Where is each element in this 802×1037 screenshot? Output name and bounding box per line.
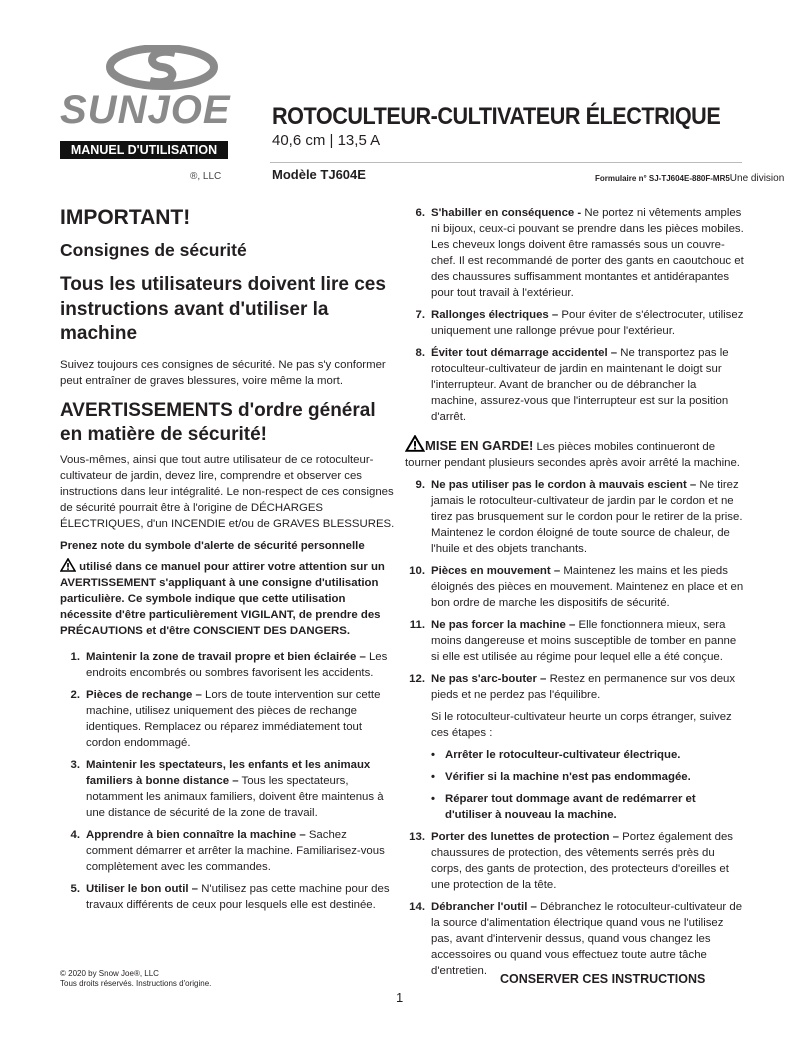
warnings-heading: AVERTISSEMENTS d'ordre général en matière de sécurité! (60, 399, 376, 445)
bullet-text: Arrêter le rotoculteur-cultivateur électrique. (445, 749, 681, 761)
safety-item (405, 205, 745, 301)
safety-item (405, 899, 745, 979)
safety-item (405, 307, 745, 339)
item-body (431, 671, 745, 703)
item-text: N'utilisez pas cette machine pour des travaux différents de ceux pour lesquels elle est destinée. (86, 882, 390, 911)
item-body (431, 617, 745, 665)
safety-item (60, 687, 395, 751)
foreign-object-text: Si le rotoculteur-cultivateur heurte un corps étranger, suivez ces étapes : (431, 711, 732, 739)
item-title: Maintenir la zone de travail propre et bien éclairée – (86, 650, 366, 663)
item-title: Débrancher l'outil – (431, 901, 537, 913)
safety-item (405, 563, 745, 611)
sunjoe-logo-icon (95, 45, 230, 90)
item-number: 1. (70, 650, 80, 663)
item-number: 13. (409, 831, 425, 843)
item-number: 10. (409, 565, 425, 577)
safety-list-c (405, 829, 745, 979)
item-text: Maintenez les mains et les pieds éloignés des pièces en mouvement. Maintenez en place et en bon ordre de marche les dispositifs de sécurité. (431, 565, 744, 609)
item-title: S'habiller en conséquence - (431, 207, 582, 219)
safety-list-b (405, 477, 745, 703)
llc-text: ®, LLC (190, 171, 222, 182)
rights: Tous droits réservés. Instructions d'origine. (60, 979, 212, 988)
bullet-item (431, 791, 745, 823)
safety-item (60, 881, 395, 913)
item-text: Portez également des chaussures de protection, des vêtements serrés près du corps, des gants de protection, des protecteurs d'oreilles et une protection de la tête. (431, 831, 733, 891)
item-number: 3. (70, 758, 80, 771)
item-body (431, 477, 745, 557)
item-text: Les endroits encombrés ou sombres favorisent les accidents. (86, 650, 388, 679)
item-body (431, 345, 745, 425)
item-number: 5. (70, 882, 80, 895)
document-subtitle: 40,6 cm | 13,5 A (272, 132, 381, 149)
item-number: 12. (409, 673, 425, 685)
consignes-heading: Consignes de sécurité (60, 240, 247, 260)
brand-name: SUNJOE (60, 88, 231, 132)
keep-instructions: CONSERVER CES INSTRUCTIONS (500, 972, 706, 986)
item-title: Rallonges électriques – (431, 309, 559, 321)
safety-item (60, 757, 395, 821)
users-heading: Tous les utilisateurs doivent lire ces instructions avant d'utiliser la machine (60, 274, 386, 344)
general-paragraph: Vous-mêmes, ainsi que tout autre utilisateur de ce rotoculteur-cultivateur de jardin, devez lire, comprendre et observer ces instructions dans leur intégralité. Le non-respect de ces consignes de sécurité pourrait être à l'origine de DÉCHARGES ÉLECTRIQUES, d'un INCENDIE et/ou de GRAVES BLESSURES. (60, 453, 395, 530)
form-number (595, 173, 784, 184)
safety-item (405, 829, 745, 893)
intro-text: Suivez toujours ces consignes de sécurité. Ne pas s'y conformer peut entraîner de graves blessures, voire même la mort. (60, 358, 386, 387)
left-column (60, 205, 395, 919)
item-number: 14. (409, 901, 425, 913)
item-body (86, 687, 395, 751)
caution-text: Les pièces mobiles continueront de tourner pendant plusieurs secondes après avoir arrêté la machine. (405, 441, 740, 469)
item-number: 8. (415, 347, 425, 359)
item-body (86, 757, 395, 821)
caution-notice (405, 435, 745, 471)
bullet-icon: • (431, 749, 435, 761)
item-text: Sachez comment démarrer et arrêter la machine. Familiarisez-vous complètement avec les commandes. (86, 828, 385, 873)
safety-item (405, 671, 745, 703)
item-title: Pièces de rechange – (86, 688, 202, 701)
bullet-icon: • (431, 771, 435, 783)
model-number: Modèle TJ604E (272, 167, 366, 182)
item-text: Lors de toute intervention sur cette machine, utilisez uniquement des pièces de rechange identiques. Remplacez ou réparez immédiatement tout cordon endommagé. (86, 688, 381, 749)
item-number: 7. (415, 309, 425, 321)
item-text: Elle fonctionnera mieux, sera moins dangereuse et moins susceptible de tomber en panne si elle est utilisée au régime pour lequel elle a été conçue. (431, 619, 737, 663)
item-title: Maintenir les spectateurs, les enfants et les animaux familiers à bonne distance – (86, 758, 371, 787)
item-title: Ne pas forcer la machine – (431, 619, 576, 631)
important-heading: IMPORTANT! (60, 206, 191, 229)
note-line: Prenez note du symbole d'alerte de sécurité personnelle (60, 539, 365, 552)
safety-list-a (405, 205, 745, 425)
item-title: Utiliser le bon outil – (86, 882, 199, 895)
note-body (60, 558, 395, 639)
item-body (431, 205, 745, 301)
item-body (431, 899, 745, 979)
right-column (405, 205, 745, 985)
division-text: Une division (729, 173, 785, 184)
warning-triangle-icon (405, 435, 425, 452)
manual-label: MANUEL D'UTILISATION (60, 141, 228, 159)
item-number: 9. (415, 479, 425, 491)
item-text: Tous les spectateurs, notamment les animaux familiers, doivent être maintenus à une distance de sécurité de la zone de travail. (86, 774, 384, 819)
item-text: Pour éviter de s'électrocuter, utilisez uniquement une rallonge prévue pour l'extérieur. (431, 309, 744, 337)
item-body (86, 827, 395, 875)
copyright: © 2020 by Snow Joe®, LLC (60, 969, 159, 978)
bullet-item (431, 769, 745, 785)
safety-item (405, 477, 745, 557)
copyright-block (60, 969, 211, 989)
form-id: Formulaire n° SJ-TJ604E-880F-MR5 (595, 174, 730, 183)
item-text: Ne tirez jamais le rotoculteur-cultivateur de jardin par le cordon et ne tirez pas brusquement sur le cordon pour le retirer de la prise. Maintenez le cordon éloigné de toute source de chaleur, de l'huile et des objets tranchants. (431, 479, 743, 555)
item-title: Ne pas utiliser pas le cordon à mauvais escient – (431, 479, 697, 491)
item-text: Ne portez ni vêtements amples ni bijoux, ceux-ci pouvant se prendre dans les pièces mobiles. Les cheveux longs doivent être ramassés sous un couvre-chef. Il est recommandé de porter des gants en caoutchouc et des chaussures suffisamment montantes et antidérapantes pour tout travail à l'extérieur. (431, 207, 744, 299)
page-number: 1 (396, 990, 404, 1005)
item-title: Ne pas s'arc-bouter – (431, 673, 547, 685)
note-text: utilisé dans ce manuel pour attirer votre attention sur un AVERTISSEMENT s'appliquant à une consigne d'utilisation particulière. Ce symbole indique que cette utilisation nécessite d'être particulièrement VIGILANT, de prendre des PRÉCAUTIONS et d'être CONSCIENT DES DANGERS. (60, 560, 385, 637)
document-title: ROTOCULTEUR-CULTIVATEUR ÉLECTRIQUE (272, 103, 721, 130)
item-body (431, 563, 745, 611)
item-title: Éviter tout démarrage accidentel – (431, 347, 618, 359)
warning-triangle-icon (60, 558, 76, 572)
item-title: Apprendre à bien connaître la machine – (86, 828, 306, 841)
item-body (86, 881, 395, 913)
item-body (431, 307, 745, 339)
item-text: Débranchez le rotoculteur-cultivateur de la source d'alimentation électrique quand vous ne l'utilisez pas, avant d'intervenir dessus, quand vous changez les accessoires ou quand vous effectuez toute autre tâche d'entretien. (431, 901, 743, 977)
item-text: Ne transportez pas le rotoculteur-cultivateur de jardin en maintenant le doigt sur l'interrupteur. Avant de brancher ou de débrancher la machine, assurez-vous que l'interrupteur est sur la position d'arrêt. (431, 347, 729, 423)
item-number: 4. (70, 828, 80, 841)
item-number: 2. (70, 688, 80, 701)
item-title: Porter des lunettes de protection – (431, 831, 619, 843)
safety-list-left (60, 649, 395, 913)
item-number: 11. (409, 619, 425, 631)
item-number: 6. (415, 207, 425, 219)
safety-item (405, 345, 745, 425)
item-text: Restez en permanence sur vos deux pieds et ne perdez pas l'équilibre. (431, 673, 736, 701)
safety-item (405, 617, 745, 665)
item-body (431, 829, 745, 893)
bullet-item (431, 747, 745, 763)
item-title: Pièces en mouvement – (431, 565, 561, 577)
item-body (86, 649, 395, 681)
safety-item (60, 827, 395, 875)
bullet-text: Vérifier si la machine n'est pas endommagée. (445, 771, 691, 783)
safety-item (60, 649, 395, 681)
bullet-icon: • (431, 793, 435, 805)
header-divider (270, 162, 742, 163)
caution-title: MISE EN GARDE! (425, 438, 534, 453)
bullet-text: Réparer tout dommage avant de redémarrer et d'utiliser à nouveau la machine. (445, 793, 696, 821)
